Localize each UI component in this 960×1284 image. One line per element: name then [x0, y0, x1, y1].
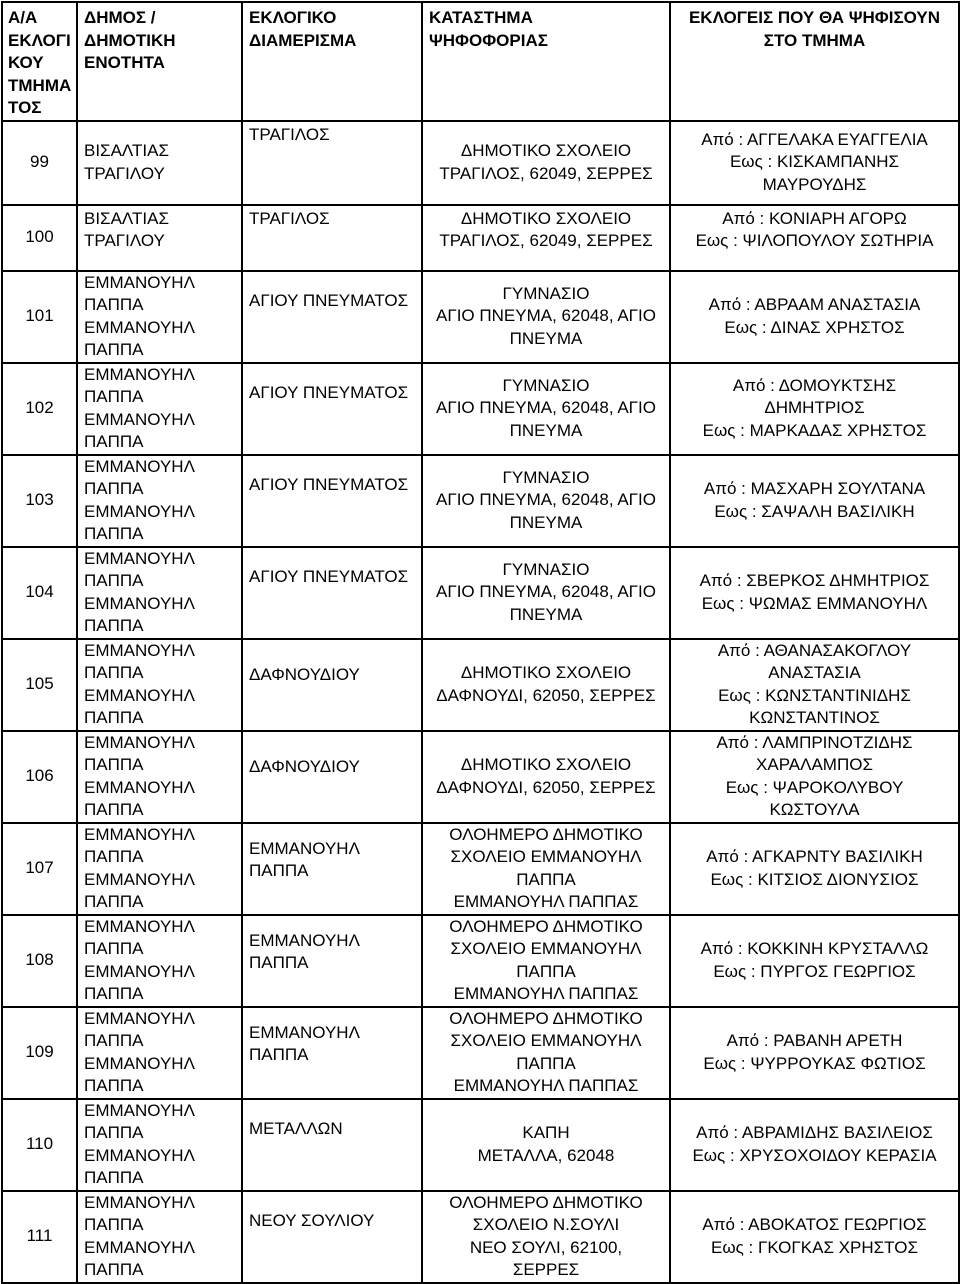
table-row [2, 823, 959, 915]
district-cell: ΝΕΟΥ ΣΟΥΛΙΟΥ [242, 1191, 422, 1283]
section-number: 107 [2, 823, 77, 915]
municipality-cell: ΕΜΜΑΝΟΥΗΛ ΠΑΠΠΑ ΕΜΜΑΝΟΥΗΛ ΠΑΠΠΑ [77, 1191, 242, 1283]
municipality-cell: ΕΜΜΑΝΟΥΗΛ ΠΑΠΠΑ ΕΜΜΑΝΟΥΗΛ ΠΑΠΠΑ [77, 271, 242, 363]
voters-range-cell: Από : ΑΓΓΕΛΑΚΑ ΕΥΑΓΓΕΛΙΑ Εως : ΚΙΣΚΑΜΠΑΝΗΣ ΜΑΥΡΟΥΔΗΣ [670, 121, 959, 205]
municipality-cell: ΕΜΜΑΝΟΥΗΛ ΠΑΠΠΑ ΕΜΜΑΝΟΥΗΛ ΠΑΠΠΑ [77, 455, 242, 547]
polling-station-cell: ΟΛΟΗΜΕΡΟ ΔΗΜΟΤΙΚΟ ΣΧΟΛΕΙΟ ΕΜΜΑΝΟΥΗΛ ΠΑΠΠΑ ΕΜΜΑΝΟΥΗΛ ΠΑΠΠΑΣ [422, 823, 670, 915]
table-row [2, 639, 959, 731]
table-row [2, 271, 959, 363]
municipality-cell: ΒΙΣΑΛΤΙΑΣ ΤΡΑΓΙΛΟΥ [77, 205, 242, 271]
table-row [2, 363, 959, 455]
header-electoral-district: ΕΚΛΟΓΙΚΟ ΔΙΑΜΕΡΙΣΜΑ [242, 2, 422, 121]
district-cell: ΑΓΙΟΥ ΠΝΕΥΜΑΤΟΣ [242, 363, 422, 455]
voters-range-cell: Από : ΑΒΟΚΑΤΟΣ ΓΕΩΡΓΙΟΣ Εως : ΓΚΟΓΚΑΣ ΧΡΗΣΤΟΣ [670, 1191, 959, 1283]
polling-station-cell: ΔΗΜΟΤΙΚΟ ΣΧΟΛΕΙΟ ΔΑΦΝΟΥΔΙ, 62050, ΣΕΡΡΕΣ [422, 731, 670, 823]
polling-station-cell: ΓΥΜΝΑΣΙΟ ΑΓΙΟ ΠΝΕΥΜΑ, 62048, ΑΓΙΟ ΠΝΕΥΜΑ [422, 547, 670, 639]
table-row [2, 731, 959, 823]
voters-range-cell: Από : ΜΑΣΧΑΡΗ ΣΟΥΛΤΑΝΑ Εως : ΣΑΨΑΛΗ ΒΑΣΙΛΙΚΗ [670, 455, 959, 547]
table-row [2, 121, 959, 205]
table-row [2, 455, 959, 547]
section-number: 101 [2, 271, 77, 363]
section-number: 110 [2, 1099, 77, 1191]
section-number: 106 [2, 731, 77, 823]
district-cell: ΔΑΦΝΟΥΔΙΟΥ [242, 639, 422, 731]
district-cell: ΕΜΜΑΝΟΥΗΛ ΠΑΠΠΑ [242, 823, 422, 915]
district-cell: ΑΓΙΟΥ ΠΝΕΥΜΑΤΟΣ [242, 455, 422, 547]
polling-station-cell: ΟΛΟΗΜΕΡΟ ΔΗΜΟΤΙΚΟ ΣΧΟΛΕΙΟ ΕΜΜΑΝΟΥΗΛ ΠΑΠΠΑ ΕΜΜΑΝΟΥΗΛ ΠΑΠΠΑΣ [422, 1007, 670, 1099]
section-number: 103 [2, 455, 77, 547]
polling-station-cell: ΚΑΠΗ ΜΕΤΑΛΛΑ, 62048 [422, 1099, 670, 1191]
polling-station-cell: ΔΗΜΟΤΙΚΟ ΣΧΟΛΕΙΟ ΔΑΦΝΟΥΔΙ, 62050, ΣΕΡΡΕΣ [422, 639, 670, 731]
district-cell: ΕΜΜΑΝΟΥΗΛ ΠΑΠΠΑ [242, 1007, 422, 1099]
table-row [2, 205, 959, 271]
voters-range-cell: Από : ΣΒΕΡΚΟΣ ΔΗΜΗΤΡΙΟΣ Εως : ΨΩΜΑΣ ΕΜΜΑΝΟΥΗΛ [670, 547, 959, 639]
municipality-cell: ΕΜΜΑΝΟΥΗΛ ΠΑΠΠΑ ΕΜΜΑΝΟΥΗΛ ΠΑΠΠΑ [77, 363, 242, 455]
district-cell: ΔΑΦΝΟΥΔΙΟΥ [242, 731, 422, 823]
section-number: 102 [2, 363, 77, 455]
polling-station-cell: ΔΗΜΟΤΙΚΟ ΣΧΟΛΕΙΟ ΤΡΑΓΙΛΟΣ, 62049, ΣΕΡΡΕΣ [422, 121, 670, 205]
section-number: 100 [2, 205, 77, 271]
polling-station-cell: ΔΗΜΟΤΙΚΟ ΣΧΟΛΕΙΟ ΤΡΑΓΙΛΟΣ, 62049, ΣΕΡΡΕΣ [422, 205, 670, 271]
header-municipality: ΔΗΜΟΣ / ΔΗΜΟΤΙΚΗ ΕΝΟΤΗΤΑ [77, 2, 242, 121]
voters-range-cell: Από : ΑΘΑΝΑΣΑΚΟΓΛΟΥ ΑΝΑΣΤΑΣΙΑ Εως : ΚΩΝΣΤΑΝΤΙΝΙΔΗΣ ΚΩΝΣΤΑΝΤΙΝΟΣ [670, 639, 959, 731]
section-number: 108 [2, 915, 77, 1007]
polling-station-cell: ΓΥΜΝΑΣΙΟ ΑΓΙΟ ΠΝΕΥΜΑ, 62048, ΑΓΙΟ ΠΝΕΥΜΑ [422, 363, 670, 455]
table-row [2, 1191, 959, 1283]
polling-station-cell: ΟΛΟΗΜΕΡΟ ΔΗΜΟΤΙΚΟ ΣΧΟΛΕΙΟ Ν.ΣΟΥΛΙ ΝΕΟ ΣΟΥΛΙ, 62100, ΣΕΡΡΕΣ [422, 1191, 670, 1283]
voters-range-cell: Από : ΡΑΒΑΝΗ ΑΡΕΤΗ Εως : ΨΥΡΡΟΥΚΑΣ ΦΩΤΙΟΣ [670, 1007, 959, 1099]
district-cell: ΤΡΑΓΙΛΟΣ [242, 205, 422, 271]
voters-range-cell: Από : ΛΑΜΠΡΙΝΟΤΖΙΔΗΣ ΧΑΡΑΛΑΜΠΟΣ Εως : ΨΑΡΟΚΟΛΥΒΟΥ ΚΩΣΤΟΥΛΑ [670, 731, 959, 823]
header-polling-station: ΚΑΤΑΣΤΗΜΑ ΨΗΦΟΦΟΡΙΑΣ [422, 2, 670, 121]
municipality-cell: ΕΜΜΑΝΟΥΗΛ ΠΑΠΠΑ ΕΜΜΑΝΟΥΗΛ ΠΑΠΠΑ [77, 1099, 242, 1191]
municipality-cell: ΒΙΣΑΛΤΙΑΣ ΤΡΑΓΙΛΟΥ [77, 121, 242, 205]
voters-range-cell: Από : ΚΟΝΙΑΡΗ ΑΓΟΡΩ Εως : ΨΙΛΟΠΟΥΛΟΥ ΣΩΤΗΡΙΑ [670, 205, 959, 271]
municipality-cell: ΕΜΜΑΝΟΥΗΛ ΠΑΠΠΑ ΕΜΜΑΝΟΥΗΛ ΠΑΠΠΑ [77, 547, 242, 639]
table-row [2, 547, 959, 639]
polling-station-cell: ΟΛΟΗΜΕΡΟ ΔΗΜΟΤΙΚΟ ΣΧΟΛΕΙΟ ΕΜΜΑΝΟΥΗΛ ΠΑΠΠΑ ΕΜΜΑΝΟΥΗΛ ΠΑΠΠΑΣ [422, 915, 670, 1007]
municipality-cell: ΕΜΜΑΝΟΥΗΛ ΠΑΠΠΑ ΕΜΜΑΝΟΥΗΛ ΠΑΠΠΑ [77, 915, 242, 1007]
district-cell: ΕΜΜΑΝΟΥΗΛ ΠΑΠΠΑ [242, 915, 422, 1007]
voters-range-cell: Από : ΔΟΜΟΥΚΤΣΗΣ ΔΗΜΗΤΡΙΟΣ Εως : ΜΑΡΚΑΔΑΣ ΧΡΗΣΤΟΣ [670, 363, 959, 455]
header-section-number: Α/Α ΕΚΛΟΓΙ ΚΟΥ ΤΜΗΜΑ ΤΟΣ [2, 2, 77, 121]
district-cell: ΜΕΤΑΛΛΩΝ [242, 1099, 422, 1191]
polling-station-cell: ΓΥΜΝΑΣΙΟ ΑΓΙΟ ΠΝΕΥΜΑ, 62048, ΑΓΙΟ ΠΝΕΥΜΑ [422, 271, 670, 363]
section-number: 99 [2, 121, 77, 205]
section-number: 111 [2, 1191, 77, 1283]
municipality-cell: ΕΜΜΑΝΟΥΗΛ ΠΑΠΠΑ ΕΜΜΑΝΟΥΗΛ ΠΑΠΠΑ [77, 823, 242, 915]
voters-range-cell: Από : ΚΟΚΚΙΝΗ ΚΡΥΣΤΑΛΛΩ Εως : ΠΥΡΓΟΣ ΓΕΩΡΓΙΟΣ [670, 915, 959, 1007]
voters-range-cell: Από : ΑΓΚΑΡΝΤΥ ΒΑΣΙΛΙΚΗ Εως : ΚΙΤΣΙΟΣ ΔΙΟΝΥΣΙΟΣ [670, 823, 959, 915]
section-number: 109 [2, 1007, 77, 1099]
section-number: 104 [2, 547, 77, 639]
polling-station-cell: ΓΥΜΝΑΣΙΟ ΑΓΙΟ ΠΝΕΥΜΑ, 62048, ΑΓΙΟ ΠΝΕΥΜΑ [422, 455, 670, 547]
polling-sections-table [1, 1, 960, 1284]
table-row [2, 1099, 959, 1191]
table-row [2, 915, 959, 1007]
district-cell: ΑΓΙΟΥ ΠΝΕΥΜΑΤΟΣ [242, 271, 422, 363]
header-voters-range: ΕΚΛΟΓΕΙΣ ΠΟΥ ΘΑ ΨΗΦΙΣΟΥΝ ΣΤΟ ΤΜΗΜΑ [670, 2, 959, 121]
municipality-cell: ΕΜΜΑΝΟΥΗΛ ΠΑΠΠΑ ΕΜΜΑΝΟΥΗΛ ΠΑΠΠΑ [77, 639, 242, 731]
district-cell: ΑΓΙΟΥ ΠΝΕΥΜΑΤΟΣ [242, 547, 422, 639]
header-row [2, 2, 959, 121]
section-number: 105 [2, 639, 77, 731]
district-cell: ΤΡΑΓΙΛΟΣ [242, 121, 422, 205]
table-row [2, 1007, 959, 1099]
voters-range-cell: Από : ΑΒΡΑΑΜ ΑΝΑΣΤΑΣΙΑ Εως : ΔΙΝΑΣ ΧΡΗΣΤΟΣ [670, 271, 959, 363]
voters-range-cell: Από : ΑΒΡΑΜΙΔΗΣ ΒΑΣΙΛΕΙΟΣ Εως : ΧΡΥΣΟΧΟΙΔΟΥ ΚΕΡΑΣΙΑ [670, 1099, 959, 1191]
municipality-cell: ΕΜΜΑΝΟΥΗΛ ΠΑΠΠΑ ΕΜΜΑΝΟΥΗΛ ΠΑΠΠΑ [77, 1007, 242, 1099]
municipality-cell: ΕΜΜΑΝΟΥΗΛ ΠΑΠΠΑ ΕΜΜΑΝΟΥΗΛ ΠΑΠΠΑ [77, 731, 242, 823]
